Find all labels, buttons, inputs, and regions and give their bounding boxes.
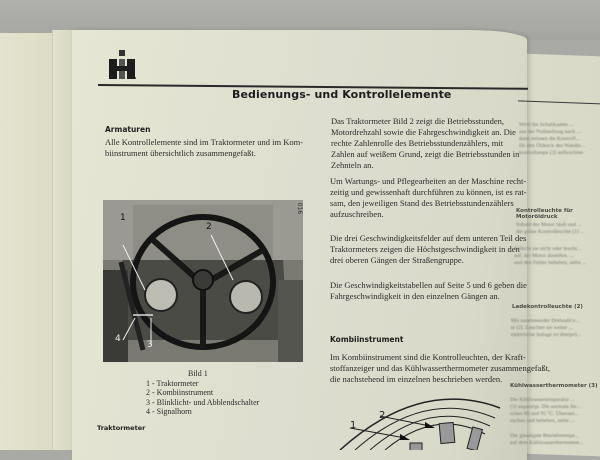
text-line: Wird der Schaltkasten ... [519, 122, 574, 128]
right-paragraph-2 [516, 222, 584, 236]
heading-armaturen: Armaturen [105, 125, 151, 134]
kombiinstrument-diagram [330, 388, 530, 450]
text-line: Motordrehzahl sowie die Fahrgeschwindigkeit an. Die [331, 127, 516, 137]
right-heading-1: Kontrolleuchte für Motoröldruck [516, 208, 573, 220]
text-line: Die drei Geschwindigkeitsfelder auf dem unteren Teil des [330, 233, 527, 243]
binder-cover [0, 33, 55, 450]
heading-kombiinstrument: Kombiinstrument [330, 335, 404, 344]
text-line: die nachstehend im einzelnen beschrieben werden. [330, 374, 503, 384]
diagram-callout-1: 1 [350, 420, 357, 431]
caption-item: 3 - Blinklicht- und Abblendschalter [146, 397, 260, 407]
text-line: Die Geschwindigkeitstabellen auf Seite 5 und 6 geben die [330, 280, 527, 290]
right-paragraph-3 [514, 246, 586, 267]
text-line: Mit zunehmender Drehzahl e... [511, 318, 580, 324]
caption-item: 1 - Traktormeter [146, 378, 199, 388]
text-line: Zehnteln an. [331, 160, 374, 170]
right-paragraph-5 [510, 397, 581, 425]
paragraph-2 [330, 176, 527, 220]
caption-title: Bild 1 [188, 369, 208, 378]
text-line: Im Kombiinstrument sind die Kontrolleuchten, der Kraft- [330, 352, 526, 362]
text-line: Das Traktormeter Bild 2 zeigt die Betriebsstunden, [331, 116, 505, 126]
paragraph-5 [330, 352, 550, 385]
text-line: Alle Kontrollelemente sind im Traktormeter und im Kom- [105, 137, 304, 147]
text-line: suchen und beheben, siehe ... [510, 418, 575, 424]
callout-3: 3 [147, 340, 153, 350]
text-line: zeitig und gewissenhaft durchführen zu können, ist es rat- [330, 187, 527, 197]
paragraph-4 [330, 280, 527, 302]
text-line: Zahlen auf weißem Grund, zeigt die Betriebsstunden in [331, 149, 520, 159]
steering-wheel-image [103, 200, 303, 362]
right-paragraph-6 [510, 433, 583, 447]
paragraph-3 [330, 233, 526, 266]
text-line: und den Fehler beheben, siehe ... [514, 260, 587, 266]
text-line: kontrollampe (3) aufleuchten [519, 150, 584, 156]
text-line: Fahrgeschwindigkeit in den einzelnen Gängen an. [330, 291, 500, 301]
callout-1: 1 [120, 213, 126, 223]
text-line: für den Öldruck des Wandle... [519, 143, 585, 149]
callout-2: 2 [206, 222, 212, 232]
caption-item: 4 - Signalhorn [146, 407, 192, 416]
text-line: drei oberen Gängen der Straßengruppe. [330, 255, 464, 265]
text-line: (3) angezeigt. Die normale Be... [510, 404, 581, 410]
text-line: die grüne Kontrolleuchte (1) ... [516, 229, 585, 235]
caption-item: 2 - Kombiinstrument [146, 388, 214, 397]
figure-caption [146, 369, 259, 417]
text-line: biinstrument übersichtlich zusammengefaßt. [105, 148, 256, 158]
page-title: Bedienungs- und Kontrollelemente [232, 88, 452, 101]
text-line: schen 80 und 95 °C. Überstei... [510, 411, 579, 417]
text-line: elektrische Anlage zu überprü... [511, 332, 581, 338]
photo-code: 016 [296, 202, 304, 215]
text-line: dann müssen die Kontroll... [519, 136, 580, 142]
text-line: aus der Nullstellung nach ... [519, 129, 581, 135]
text-line: Erlischt sie nicht oder leucht... [514, 246, 582, 252]
text-line: Sobald der Motor läuft und ... [516, 222, 582, 228]
dashboard-photo [103, 200, 303, 362]
text-line: Die Kühlwassertemperatur ... [510, 397, 575, 403]
text-line: Um Wartungs- und Pflegearbeiten an der Maschine recht- [330, 176, 527, 186]
right-paragraph-1 [519, 122, 585, 157]
text-line: stoffanzeiger und das Kühlwasserthermometer zusammengefaßt, [330, 363, 551, 373]
text-line: auf, der Motor abstellen. ... [514, 253, 574, 259]
text-line: auf dem Kühlwasserthermomet... [510, 440, 584, 446]
text-line: te (2). Leuchtet sie weiter ... [511, 325, 573, 331]
right-paragraph-4 [511, 318, 581, 339]
right-heading-2: Ladekontrolleuchte (2) [512, 304, 583, 310]
ih-logo-icon [108, 50, 136, 80]
text-line: rechte Zahlenrolle des Betriebsstundenzählers, mit [331, 138, 504, 148]
text-line: sam, den jeweiligen Stand des Betriebsstundenzählers [330, 198, 514, 208]
text-line: aufzuschreiben. [330, 209, 384, 219]
callout-4: 4 [115, 334, 121, 344]
text-line: Traktormeters zeigen die Höchstgeschwindigkeit in den [330, 244, 520, 254]
heading-traktormeter: Traktormeter [97, 424, 146, 432]
armaturen-text [105, 137, 303, 159]
diagram-callout-2: 2 [379, 410, 386, 421]
paragraph-1 [331, 116, 519, 171]
text-line: Die günstigste Betriebstempe... [510, 433, 579, 439]
right-heading-3: Kühlwasserthermometer (3) [510, 383, 598, 389]
